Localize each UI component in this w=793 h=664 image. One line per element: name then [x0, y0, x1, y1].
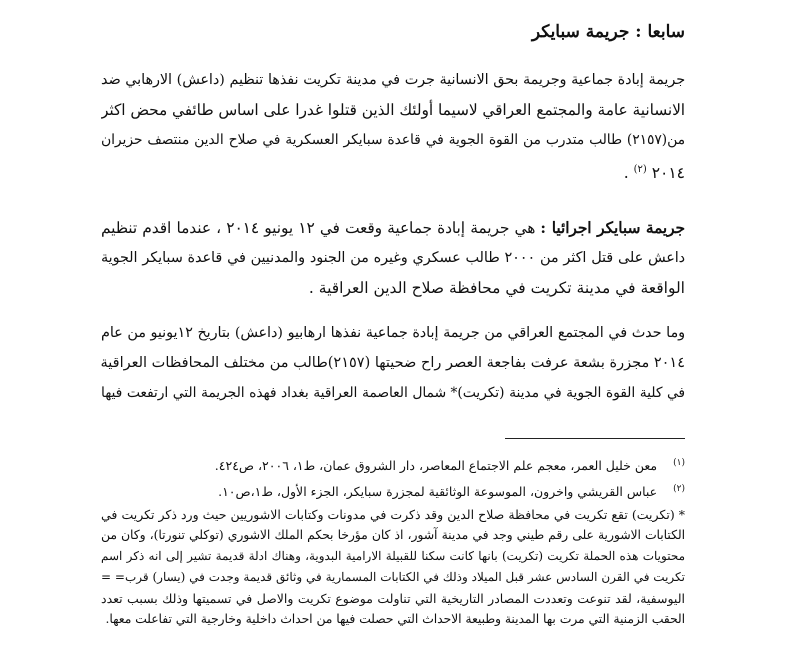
paragraph-1-line: من(٢١٥٧) طالب متدرب من القوة الجوية في قاعدة سبايكر العسكرية في صلاح الدين منتصف حزيران [101, 132, 685, 148]
paragraph-1-line: ٢٠١٤ [646, 164, 685, 183]
paragraph-2-line: داعش على قتل اكثر من ٢٠٠٠ طالب عسكري وغيره من الجنود والمدنيين في قاعدة سبايكر الجوية [101, 250, 685, 266]
paragraph-2-line: هي جريمة إبادة جماعية وقعت في ١٢ يونيو ٢٠١٤ ، عندما اقدم تنظيم [101, 219, 541, 237]
paragraph-3 [101, 318, 685, 408]
star-note-line: الحقب الزمنية التي مرت بها المدينة وطبيعة الاحداث التي حصلت فيها من احداث داخلية وخارجية التي تفاعلت معها. [105, 612, 685, 626]
paragraph-2-first-line [101, 213, 685, 243]
paragraph-1-end-mark: . [623, 164, 634, 183]
definition-term: جريمة سبايكر اجرائيا : [540, 219, 685, 237]
paragraph-3-line: ٢٠١٤ مجزرة بشعة عرفت بفاجعة العصر راح ضحيتها (٢١٥٧)طالب من مختلف المحافظات العراقية [101, 355, 685, 371]
paragraph-3-line: وما حدث في المجتمع العراقي من جريمة إبادة جماعية نفذها ارهابيو (داعش) بتاريخ ١٢يونيو من عام [101, 325, 685, 341]
footnote-2-marker: (٢) [673, 484, 685, 494]
star-note-line: تكريت في القرن السادس عشر قبل الميلاد وذلك في الكتابات المسمارية في وثائق قديمة وجدت في (يسار) قرب= = [101, 570, 685, 584]
star-note-line: الكتابات الاشورية على رقم طيني وجد في مدينة آشور، اذ كان مؤرخا بحكم الملك الاشوري (توكلي تنورتا)، وكان من [101, 528, 685, 542]
paragraph-3-line: في كلية القوة الجوية في مدينة (تكريت)* شمال العاصمة العراقية بغداد فهذه الجريمة التي ارتفعت فيها [101, 385, 685, 401]
paragraph-1-line: الانسانية عامة والمجتمع العراقي لاسيما أولئك الذين قتلوا غدرا على اساس طائفي محض اكثر [101, 101, 685, 119]
footnote-divider [505, 438, 685, 439]
star-note [101, 504, 685, 630]
footnote-2 [101, 478, 685, 503]
paragraph-1-line: جريمة إبادة جماعية وجريمة بحق الانسانية جرت في مدينة تكريت نفذها تنظيم (داعش) الارهابي ضد [101, 72, 685, 88]
star-note-line: * (تكريت) تقع تكريت في محافظة صلاح الدين وقد ذكرت في مدونات وكتابات الاشوريين حيث ورد ذكر تكريت في [101, 507, 685, 522]
footnote-1 [101, 452, 685, 477]
footnote-1-marker: (١) [673, 458, 685, 468]
footnote-reference: (٢) [633, 164, 647, 175]
footnote-2-text: عباس القريشي واخرون، الموسوعة الوثائقية لمجزرة سبايكر، الجزء الأول، ط١،ص١٠. [218, 484, 658, 500]
paragraph-1-last-line [101, 155, 685, 185]
star-note-line: اليوسفية، لقد تنوعت وتعددت المصادر التاريخية التي تناولت موضوع تكريت والاصل في تسميتها وذلك بسبب تعدد [101, 591, 685, 606]
paragraph-1 [101, 65, 685, 185]
paragraph-2-line: الواقعة في مدينة تكريت في محافظة صلاح الدين العراقية . [308, 279, 685, 297]
section-heading: سابعا : جريمة سبايكر [531, 22, 685, 42]
star-note-line: محتويات هذه الحملة تكريت (تكريت) بانها كانت سكنا للقبيلة الارامية البدوية، وهناك ادلة قديمة تشير إلى انه ذكر اسم [101, 549, 685, 563]
paragraph-2 [101, 213, 685, 303]
footnote-1-text: معن خليل العمر، معجم علم الاجتماع المعاصر، دار الشروق عمان، ط١، ٢٠٠٦، ص٤٢٤. [214, 458, 658, 474]
